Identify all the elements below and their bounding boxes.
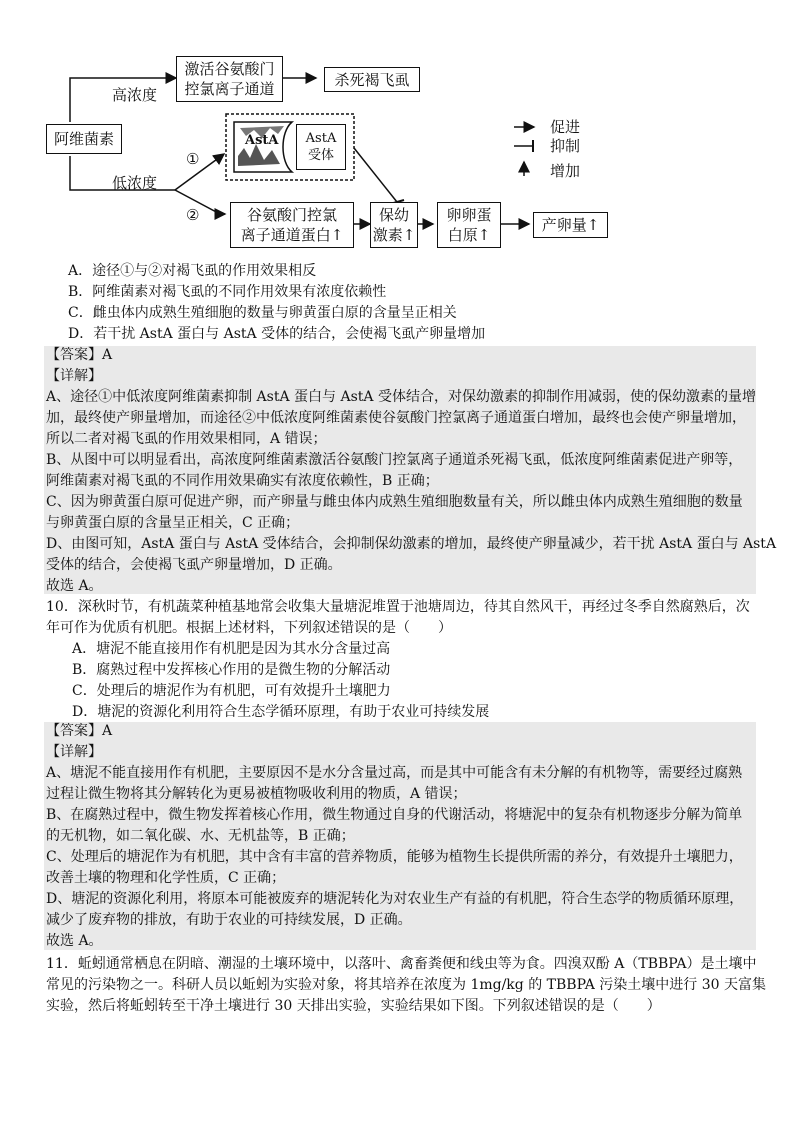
q9-detail-line: A、途径①中低浓度阿维菌素抑制 AstA 蛋白与 AstA 受体结合，对保幼激素的抑制作用减弱，使的保幼激素的量增	[46, 389, 756, 405]
kill-box	[324, 67, 420, 92]
q10-detail-line: A、塘泥不能直接用作有机肥，主要原因不是水分含量过高，而是其中可能含有未分解的有机物等，需要经过腐熟	[46, 765, 743, 781]
mechanism-diagram	[40, 44, 640, 266]
kill-label: 杀死褐飞虱	[334, 70, 410, 89]
vitellogenin-line1: 卵卵蛋	[446, 206, 492, 224]
q10-detail-line: 减少了废弃物的排放，有助于农业的可持续发展，D 正确。	[46, 912, 412, 928]
q10-option-b: B．腐熟过程中发挥核心作用的是微生物的分解活动	[72, 662, 391, 678]
path1-label: ①	[186, 150, 200, 168]
q9-detail-line: C、因为卵黄蛋白原可促进产卵，而产卵量与雌虫体内成熟生殖细胞数量有关，所以雌虫体内成熟生殖细胞的数量	[46, 494, 743, 510]
q9-detail-line: 与卵黄蛋白原的含量呈正相关，C 正确；	[46, 515, 300, 531]
q10-detail-line: 的无机物，如二氧化碳、水、无机盐等，B 正确；	[46, 828, 355, 844]
q11-stem: 实验，然后将蚯蚓转至干净土壤进行 30 天排出实验，实验结果如下图。下列叙述错误的是（ ）	[46, 998, 661, 1014]
q9-detail-line: D、由图可知，AstA 蛋白与 AstA 受体结合，会抑制保幼激素的增加，最终使产卵量减少，若干扰 AstA 蛋白与 AstA	[46, 536, 777, 552]
drug-box	[46, 124, 122, 154]
legend-increase-label: 增加	[550, 162, 581, 180]
q9-detail-line: B、从图中可以明显看出，高浓度阿维菌素激活谷氨酸门控氯离子通道杀死褐飞虱，低浓度阿维菌素促进产卵等，	[46, 452, 743, 468]
asta-receptor-box	[296, 124, 346, 170]
q10-detail-title: 【详解】	[46, 744, 102, 760]
juvenile-hormone-box	[370, 202, 418, 248]
asta-receptor-line1: AstA	[305, 131, 337, 146]
path2-label: ②	[186, 206, 200, 224]
q11-stem: 11．蚯蚓通常栖息在阴暗、潮湿的土壤环境中，以落叶、禽畜粪便和线虫等为食。四溴双酚 A（TBBPA）是土壤中	[46, 956, 757, 972]
q9-option-b: B．阿维菌素对褐飞虱的不同作用效果有浓度依赖性	[68, 284, 387, 300]
q10-detail-line: B、在腐熟过程中，微生物发挥着核心作用，微生物通过自身的代谢活动，将塘泥中的复杂有机物逐步分解为简单	[46, 807, 743, 823]
egg-label: 产卵量↑	[541, 216, 600, 234]
q11-stem: 常见的污染物之一。科研人员以蚯蚓为实验对象，将其培养在浓度为 1mg/kg 的 TBBPA 污染土壤中进行 30 天富集	[46, 977, 766, 993]
channel-line2: 离子通道蛋白↑	[240, 226, 344, 244]
q10-detail-line: 过程让微生物将其分解转化为更易被植物吸收利用的物质，A 错误；	[46, 786, 467, 802]
low-concentration-label: 低浓度	[112, 174, 158, 192]
q10-option-d: D．塘泥的资源化利用符合生态学循环原理，有助于农业可持续发展	[72, 704, 490, 720]
q10-option-c: C．处理后的塘泥作为有机肥，可有效提升土壤肥力	[72, 683, 391, 699]
q9-detail-title: 【详解】	[46, 368, 102, 384]
hormone-line2: 激素↑	[372, 226, 416, 244]
q9-detail-line: 受体的结合，会使褐飞虱产卵量增加，D 正确。	[46, 557, 342, 573]
q9-option-c: C．雌虫体内成熟生殖细胞的数量与卵黄蛋白原的含量呈正相关	[68, 305, 457, 321]
q9-option-a: A．途径①与②对褐飞虱的作用效果相反	[68, 263, 317, 279]
q9-detail-line: 所以二者对褐飞虱的作用效果相同，A 错误；	[46, 431, 327, 447]
q10-detail-line: 改善土壤的物理和化学性质，C 正确；	[46, 870, 286, 886]
legend-inhibit-label: 抑制	[550, 137, 581, 155]
q9-detail-line: 故选 A。	[46, 578, 103, 594]
q10-detail-line: C、处理后的塘泥作为有机肥，其中含有丰富的营养物质，能够为植物生长提供所需的养分，有效提升土壤肥力，	[46, 849, 743, 865]
q10-detail-line: D、塘泥的资源化利用，将原本可能被废弃的塘泥转化为对农业生产有益的有机肥，符合生态学的物质循环原理，	[46, 891, 744, 907]
legend-promote-label: 促进	[550, 118, 581, 136]
high-concentration-label: 高浓度	[112, 86, 158, 104]
q9-detail-line: 加，最终使产卵量增加，而途径②中低浓度阿维菌素使谷氨酸门控氯离子通道蛋白增加，最终也会使产卵量增加，	[46, 410, 746, 426]
q10-stem: 年可作为优质有机肥。根据上述材料，下列叙述错误的是（ ）	[46, 620, 452, 636]
q9-detail-line: 阿维菌素对褐飞虱的不同作用效果确实有浓度依赖性，B 正确；	[46, 473, 439, 489]
q9-option-d: D．若干扰 AstA 蛋白与 AstA 受体的结合，会使褐飞虱产卵量增加	[68, 326, 486, 342]
vitellogenin-line2: 白原↑	[447, 226, 491, 244]
high-action-line1: 激活谷氨酸门	[184, 60, 275, 78]
vitellogenin-box	[437, 202, 501, 248]
high-action-line2: 控氯离子通道	[184, 80, 275, 98]
channel-line1: 谷氨酸门控氯	[246, 206, 337, 224]
asta-receptor-line2: 受体	[307, 148, 334, 163]
high-action-box	[176, 56, 283, 102]
q10-stem: 10．深秋时节，有机蔬菜种植基地常会收集大量塘泥堆置于池塘周边，待其自然风干，再经过冬季自然腐熟后，次	[46, 599, 750, 615]
channel-protein-box	[230, 202, 354, 248]
q10-option-a: A．塘泥不能直接用作有机肥是因为其水分含量过高	[72, 641, 391, 657]
asta-protein-label: AstA	[245, 133, 279, 148]
hormone-line1: 保幼	[378, 206, 409, 224]
egg-production-box	[533, 212, 608, 238]
drug-label: 阿维菌素	[53, 130, 114, 148]
q9-answer: 【答案】A	[46, 347, 113, 363]
q10-detail-line: 故选 A。	[46, 933, 103, 949]
q10-answer: 【答案】A	[46, 723, 113, 739]
